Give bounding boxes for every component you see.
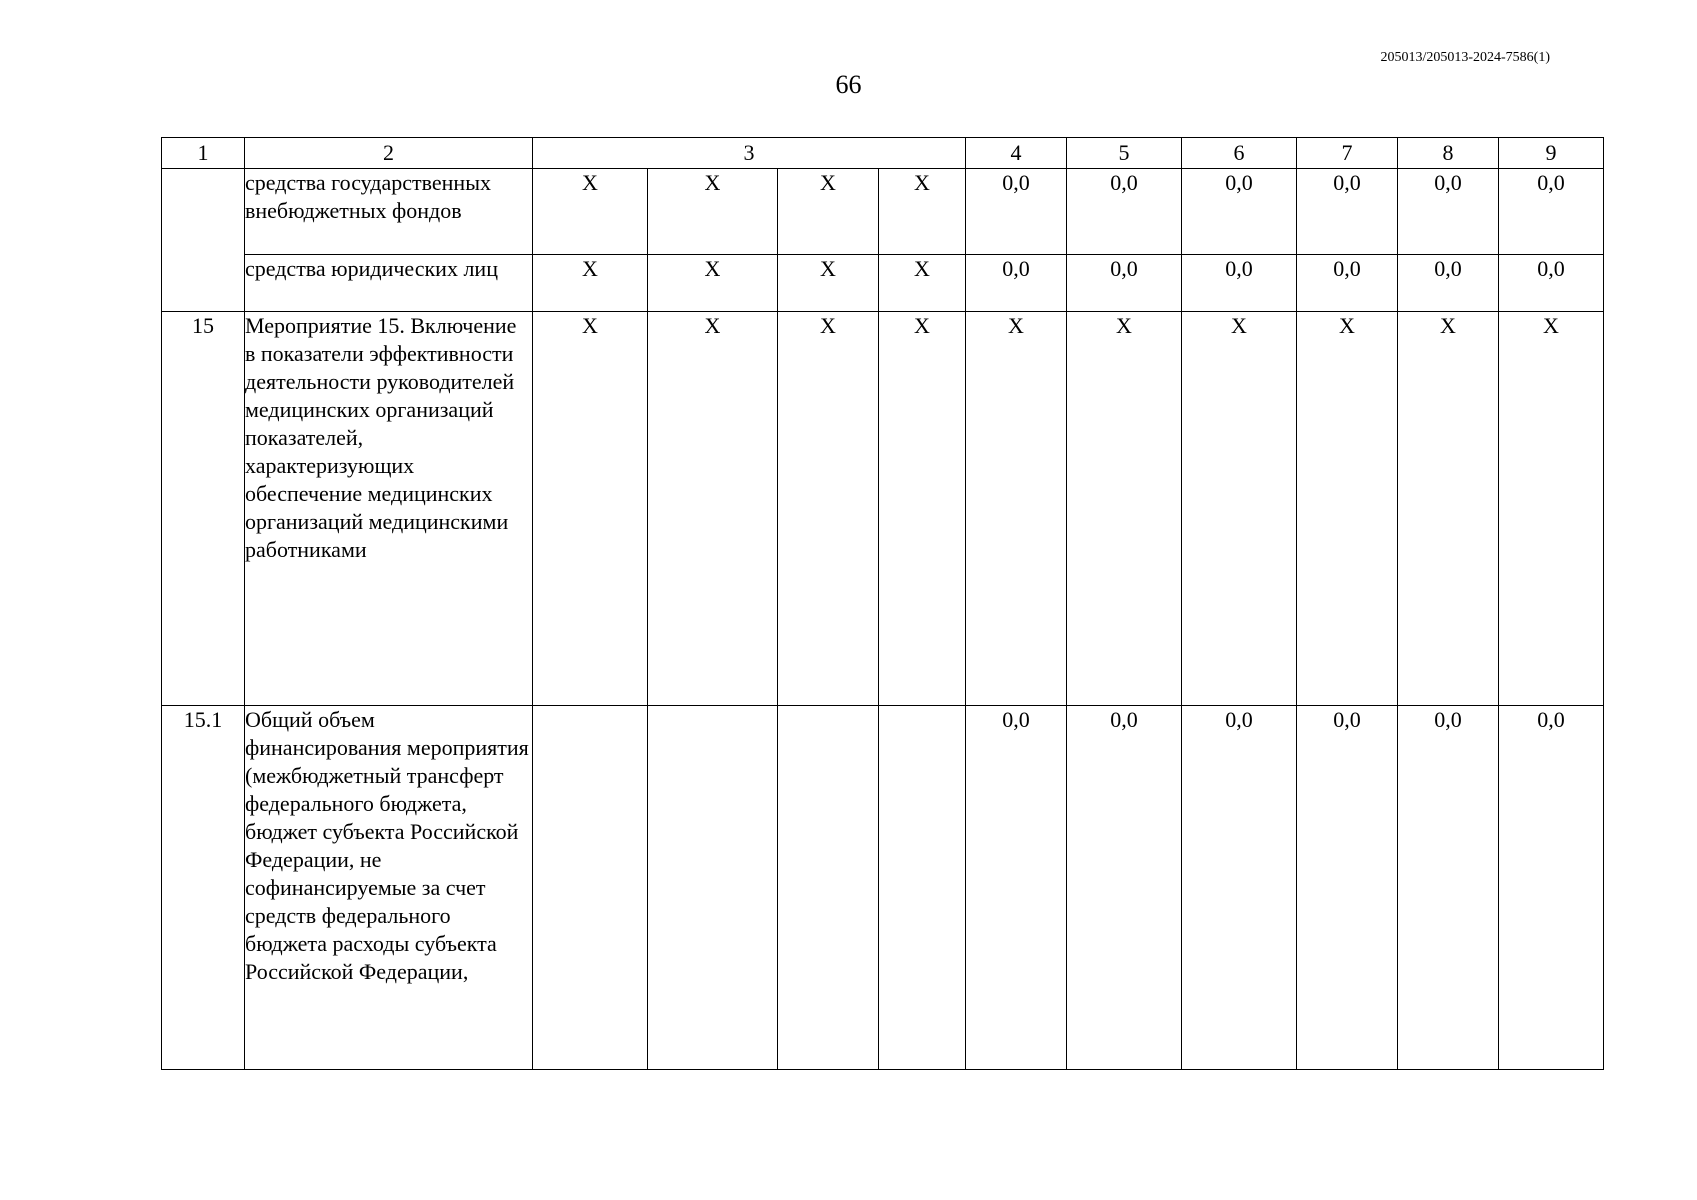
header-cell: 5 [1067,138,1182,169]
table-cell: 0,0 [966,169,1067,255]
table-cell [648,706,778,1070]
table-cell: 0,0 [966,706,1067,1070]
table-cell: X [778,255,879,312]
table-cell: 0,0 [1067,169,1182,255]
table-cell: 0,0 [1182,255,1297,312]
table-cell: 0,0 [1297,169,1398,255]
table-cell: 0,0 [1499,169,1604,255]
table-cell [879,706,966,1070]
header-cell: 8 [1398,138,1499,169]
header-cell: 7 [1297,138,1398,169]
table-cell: 0,0 [966,255,1067,312]
table-cell: X [648,169,778,255]
table-cell: 0,0 [1499,706,1604,1070]
table-cell: 0,0 [1297,706,1398,1070]
header-cell: 2 [245,138,533,169]
table-cell: X [879,312,966,706]
table-cell: 0,0 [1182,169,1297,255]
table-cell: X [966,312,1067,706]
table-cell: X [533,255,648,312]
row-number: 15 [162,312,245,706]
table-row [162,312,1604,706]
row-name: Общий объем финансирования мероприятия (межбюджетный трансферт федерального бюджета, бюджет субъекта Российской Федерации, не софинансируемые за счет средств федерального бюджета расходы субъекта Российской Федерации, [245,706,533,1070]
table-cell: X [533,312,648,706]
header-cell: 9 [1499,138,1604,169]
row-number: 15.1 [162,706,245,1070]
table-cell [533,706,648,1070]
table-cell: X [778,169,879,255]
table-cell: 0,0 [1398,169,1499,255]
table-cell: X [1182,312,1297,706]
document-id: 205013/205013-2024-7586(1) [1380,50,1550,65]
table-cell: X [1398,312,1499,706]
table-header-row [162,138,1604,169]
row-number [162,169,245,312]
table-cell: X [1499,312,1604,706]
table-cell: 0,0 [1067,706,1182,1070]
table-cell: 0,0 [1499,255,1604,312]
financing-table [161,137,1604,1070]
table-cell: 0,0 [1398,255,1499,312]
table-cell: X [648,312,778,706]
table-cell: X [533,169,648,255]
table-cell: 0,0 [1182,706,1297,1070]
header-cell: 6 [1182,138,1297,169]
table-cell: 0,0 [1398,706,1499,1070]
table-row [162,255,1604,312]
row-name: Мероприятие 15. Включение в показатели эффективности деятельности руководителей медицинских организаций показателей, характеризующих обеспечение медицинских организаций медицинскими работниками [245,312,533,706]
row-name: средства государственных внебюджетных фондов [245,169,533,255]
page-number: 66 [835,70,862,99]
table-cell: 0,0 [1297,255,1398,312]
table-cell: X [879,255,966,312]
header-cell: 3 [533,138,966,169]
table-cell: 0,0 [1067,255,1182,312]
table-cell [778,706,879,1070]
table-row [162,169,1604,255]
header-cell: 1 [162,138,245,169]
row-name: средства юридических лиц [245,255,533,312]
table-cell: X [778,312,879,706]
header-cell: 4 [966,138,1067,169]
table-cell: X [1067,312,1182,706]
table-row [162,706,1604,1070]
table-cell: X [879,169,966,255]
table-cell: X [648,255,778,312]
table-cell: X [1297,312,1398,706]
